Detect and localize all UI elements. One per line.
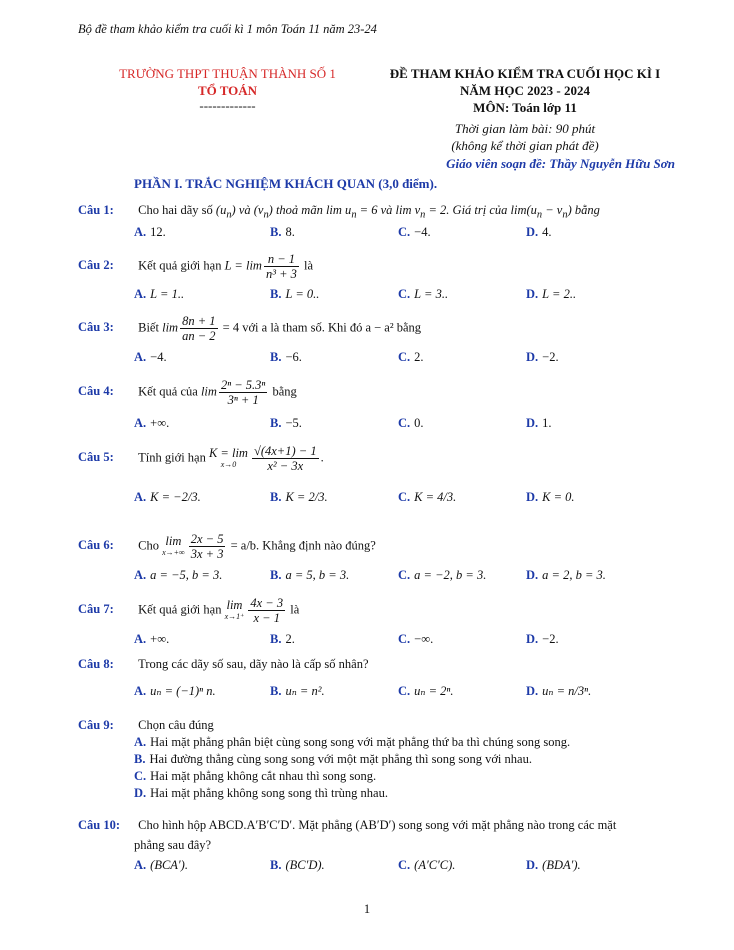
question-5-options [134, 490, 694, 508]
option-b: B. (BC′D). [270, 858, 325, 872]
question-10-options [134, 858, 694, 876]
question-1-options [134, 225, 694, 243]
school-year: NĂM HỌC 2023 - 2024 [460, 83, 590, 98]
option-a: A. L = 1.. [134, 287, 185, 301]
question-4-options [134, 416, 694, 434]
option-b: B. L = 0.. [270, 287, 320, 301]
question-5 [78, 444, 324, 473]
option-d: D. 1. [526, 416, 552, 430]
option-b: B. 8. [270, 225, 295, 239]
question-10 [78, 818, 616, 833]
question-text: Trong các dãy số sau, dãy nào là cấp số nhân? [138, 657, 369, 671]
question-label: Câu 4: [78, 384, 114, 399]
question-label: Câu 9: [78, 718, 114, 732]
option-b: B. −6. [270, 350, 302, 364]
part1-heading: PHẦN I. TRẮC NGHIỆM KHÁCH QUAN (3,0 điểm). [134, 176, 438, 191]
option-a: A. (BCA′). [134, 858, 188, 872]
question-7 [78, 596, 299, 625]
question-text: Kết quả của lim $\frac{\text{2ⁿ − 5.3ⁿ}}{\text{3ⁿ + 1}}$ bằng [138, 378, 297, 407]
question-text: Cho hình hộp ABCD.A′B′C′D′. Mặt phẳng (AB′D′) song song với mặt phẳng nào trong các mặt [138, 818, 617, 832]
question-text: Cho lim x→+∞ $\frac{2x - 5}{3x + 3}$ = a/b. Khẳng định nào đúng? [138, 532, 376, 561]
question-label: Câu 2: [78, 258, 114, 273]
question-label: Câu 8: [78, 657, 114, 671]
option-d: D. −2. [526, 350, 559, 364]
option-c: C. −4. [398, 225, 431, 239]
question-label: Câu 7: [78, 602, 114, 617]
question-text: Kết quả giới hạn L = lim $\frac{n - 1}{\text{n³ + 3}}$ là [138, 252, 314, 281]
option-c: C. a = −2, b = 3. [398, 568, 487, 582]
department: TỔ TOÁN [197, 83, 258, 98]
page-number: 1 [363, 902, 371, 916]
question-text: Biết lim $\frac{8n + 1}{an - 2}$ = 4 với a là tham số. Khi đó a − a² bằng [138, 314, 422, 343]
question-2-options [134, 287, 694, 305]
statement-d: D. Hai mặt phẳng không song song thì trùng nhau. [134, 786, 388, 800]
question-8-options [134, 683, 694, 701]
question-text: Tính giới hạn K = lim x→0 $\frac{√(4x+1) - 1}{\text{x² − 3x}}$ . [138, 444, 324, 473]
exam-time-note: (không kể thời gian phát đề) [451, 138, 599, 153]
question-label: Câu 1: [78, 203, 114, 217]
option-b: B. K = 2/3. [270, 490, 328, 504]
option-c: C. −∞. [398, 632, 434, 646]
question-2 [78, 252, 313, 281]
question-7-options [134, 632, 694, 650]
question-text: Kết quả giới hạn lim x→1⁺ $\frac{4x - 3}{x - 1}$ là [138, 596, 300, 625]
subject: MÔN: Toán lớp 11 [473, 100, 577, 115]
option-d: D. K = 0. [526, 490, 575, 504]
question-3 [78, 314, 421, 343]
option-a: A. uₙ = (−1)ⁿ n. [134, 684, 216, 698]
question-6-options [134, 568, 694, 586]
exam-title: ĐỀ THAM KHẢO KIỂM TRA CUỐI HỌC KÌ I [389, 66, 661, 81]
school-name: TRƯỜNG THPT THUẬN THÀNH SỐ 1 [119, 66, 336, 81]
option-a: A. +∞. [134, 632, 170, 646]
option-c: C. (A′C′C). [398, 858, 456, 872]
statement-b: B. Hai đường thẳng cùng song song với một mặt phẳng thì song song với nhau. [134, 752, 532, 766]
option-c: C. 0. [398, 416, 424, 430]
question-1 [78, 203, 600, 221]
option-a: A. +∞. [134, 416, 170, 430]
question-6 [78, 532, 376, 561]
option-b: B. a = 5, b = 3. [270, 568, 350, 582]
statement-c: C. Hai mặt phẳng không cắt nhau thì song song. [134, 769, 377, 783]
question-8 [78, 657, 369, 672]
question-label: Câu 10: [78, 818, 121, 832]
question-9 [78, 718, 214, 733]
option-c: C. 2. [398, 350, 424, 364]
option-d: D. −2. [526, 632, 559, 646]
option-a: A. 12. [134, 225, 166, 239]
question-text: Chọn câu đúng [138, 718, 214, 732]
exam-time: Thời gian làm bài: 90 phút [454, 121, 596, 136]
option-d: D. L = 2.. [526, 287, 577, 301]
option-a: A. a = −5, b = 3. [134, 568, 223, 582]
option-a: A. −4. [134, 350, 167, 364]
option-d: D. a = 2, b = 3. [526, 568, 606, 582]
option-a: A. K = −2/3. [134, 490, 201, 504]
option-c: C. K = 4/3. [398, 490, 457, 504]
question-3-options [134, 350, 694, 368]
question-4 [78, 378, 297, 407]
question-label: Câu 6: [78, 538, 114, 553]
exam-author: Giáo viên soạn đề: Thầy Nguyễn Hữu Sơn [446, 156, 675, 171]
statement-a: A. Hai mặt phẳng phân biệt cùng song song với mặt phẳng thứ ba thì chúng song song. [134, 735, 571, 749]
option-d: D. uₙ = n/3ⁿ. [526, 684, 592, 698]
option-c: C. uₙ = 2ⁿ. [398, 684, 454, 698]
option-d: D. 4. [526, 225, 552, 239]
option-b: B. −5. [270, 416, 302, 430]
option-b: B. uₙ = n². [270, 684, 325, 698]
option-d: D. (BDA′). [526, 858, 581, 872]
question-label: Câu 5: [78, 450, 114, 465]
option-b: B. 2. [270, 632, 295, 646]
question-label: Câu 3: [78, 320, 114, 335]
divider-rule: ------------- [199, 98, 256, 113]
question-10-text-continued: phẳng sau đây? [134, 838, 212, 852]
option-c: C. L = 3.. [398, 287, 449, 301]
running-header: Bộ đề tham khảo kiểm tra cuối kì 1 môn Toán 11 năm 23-24 [78, 22, 377, 36]
question-text: Cho hai dãy số $(u_n)$ và $(v_n)$ thoả mãn $\lim u_n = 6$ và $\lim v_n = 2$. Giá trị của $\lim(u_n - v_n)$ bằng [138, 203, 600, 221]
